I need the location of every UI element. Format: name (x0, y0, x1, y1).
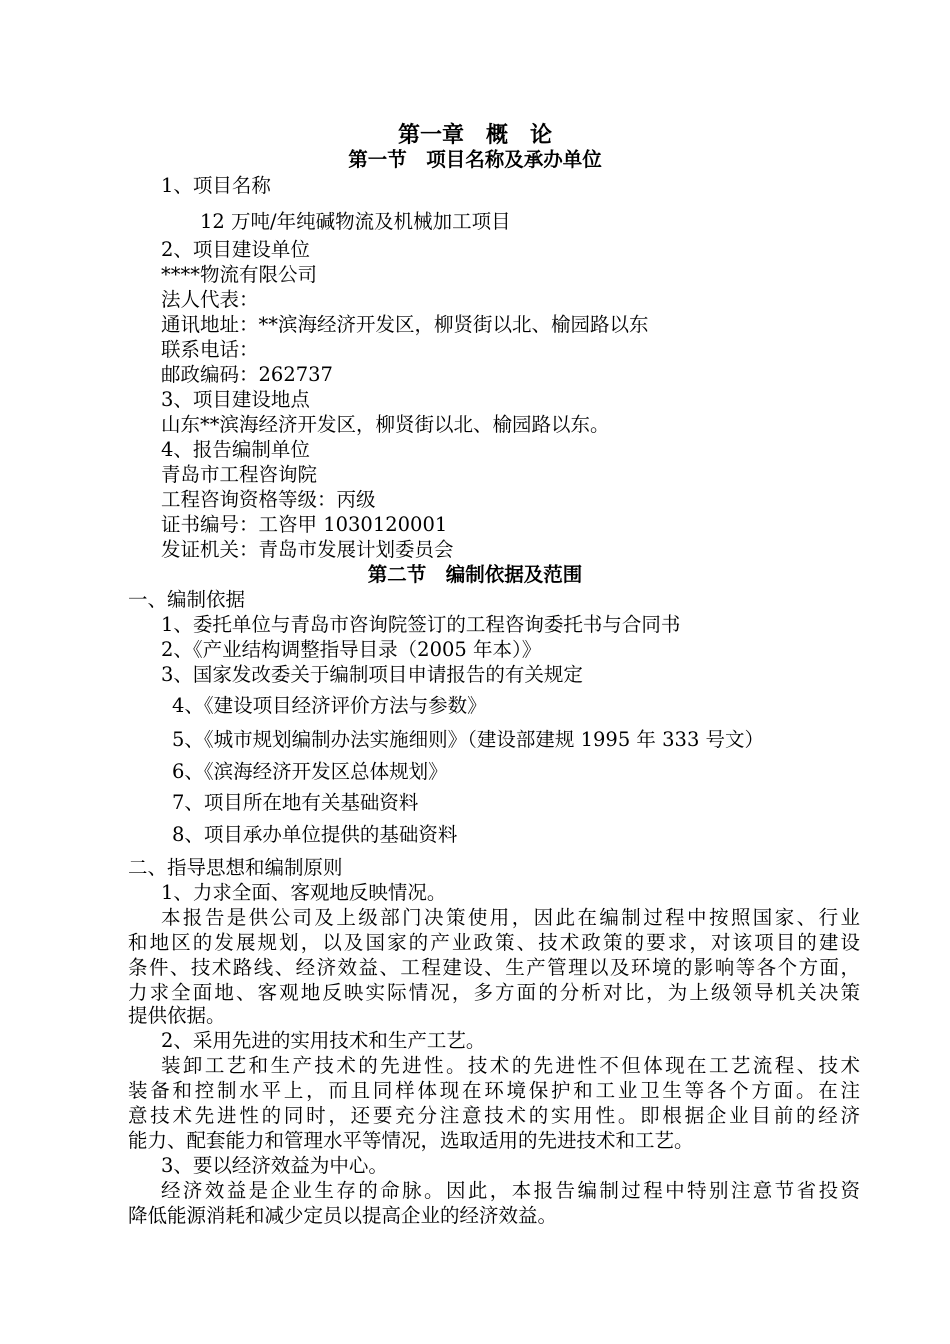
contact-phone: 联系电话： (161, 338, 259, 361)
postal-code: 邮政编码：262737 (161, 363, 333, 386)
basis-item: 1、委托单位与青岛市咨询院签订的工程咨询委托书与合同书 (161, 613, 681, 636)
paragraph-line: 装卸工艺和生产技术的先进性。技术的先进性不但体现在工艺流程、技术 (161, 1054, 860, 1077)
basis-item: 2、《产业结构调整指导目录（2005 年本）》 (161, 638, 542, 661)
basis-item: 7、项目所在地有关基础资料 (172, 791, 419, 814)
construction-site: 山东**滨海经济开发区，柳贤街以北、榆园路以东。 (161, 413, 610, 436)
qualification-grade: 工程咨询资格等级：丙级 (161, 488, 376, 511)
certificate-number: 证书编号：工咨甲 1030120001 (161, 513, 448, 536)
section1-title: 第一节 项目名称及承办单位 (348, 148, 602, 171)
legal-representative: 法人代表： (161, 288, 259, 311)
item3-heading: 3、项目建设地点 (161, 388, 310, 411)
paragraph-line: 能力、配套能力和管理水平等情况，选取适用的先进技术和工艺。 (128, 1129, 694, 1152)
item1-heading: 1、项目名称 (161, 174, 271, 197)
principles-heading: 二、指导思想和编制原则 (128, 856, 343, 879)
paragraph-line: 装备和控制水平上，而且同样体现在环境保护和工业卫生等各个方面。在注 (128, 1079, 860, 1102)
project-name: 12 万吨/年纯碱物流及机械加工项目 (200, 210, 511, 233)
paragraph-line: 经济效益是企业生存的命脉。因此，本报告编制过程中特别注意节省投资 (161, 1179, 860, 1202)
company-name: ****物流有限公司 (161, 263, 318, 286)
basis-item: 6、《滨海经济开发区总体规划》 (172, 760, 448, 783)
basis-item: 4、《建设项目经济评价方法与参数》 (172, 694, 487, 717)
paragraph-line: 力求全面地、客观地反映实际情况，多方面的分析对比，为上级领导机关决策 (128, 981, 860, 1004)
chapter-title: 第一章 概 论 (397, 122, 552, 148)
basis-item: 8、项目承办单位提供的基础资料 (172, 823, 458, 846)
paragraph-line: 提供依据。 (128, 1004, 226, 1027)
basis-item: 5、《城市规划编制办法实施细则》（建设部建规 1995 年 333 号文） (172, 728, 765, 751)
item2-heading: 2、项目建设单位 (161, 238, 310, 261)
basis-heading: 一、编制依据 (128, 588, 246, 611)
paragraph-line: 本报告是供公司及上级部门决策使用，因此在编制过程中按照国家、行业 (161, 906, 860, 929)
mailing-address: 通讯地址：**滨海经济开发区，柳贤街以北、榆园路以东 (161, 313, 649, 336)
item4-heading: 4、报告编制单位 (161, 438, 310, 461)
institute-name: 青岛市工程咨询院 (161, 463, 318, 486)
paragraph-line: 意技术先进性的同时，还要充分注意技术的实用性。即根据企业目前的经济 (128, 1104, 860, 1127)
principle2-heading: 2、采用先进的实用技术和生产工艺。 (161, 1029, 486, 1052)
paragraph-line: 降低能源消耗和减少定员以提高企业的经济效益。 (128, 1204, 558, 1227)
basis-item: 3、国家发改委关于编制项目申请报告的有关规定 (161, 663, 583, 686)
paragraph-line: 条件、技术路线、经济效益、工程建设、生产管理以及环境的影响等各个方面， (128, 956, 860, 979)
principle1-heading: 1、力求全面、客观地反映情况。 (161, 881, 447, 904)
issuing-authority: 发证机关：青岛市发展计划委员会 (161, 538, 454, 561)
principle3-heading: 3、要以经济效益为中心。 (161, 1154, 388, 1177)
paragraph-line: 和地区的发展规划，以及国家的产业政策、技术政策的要求，对该项目的建设 (128, 931, 860, 954)
section2-title: 第二节 编制依据及范围 (367, 563, 583, 586)
